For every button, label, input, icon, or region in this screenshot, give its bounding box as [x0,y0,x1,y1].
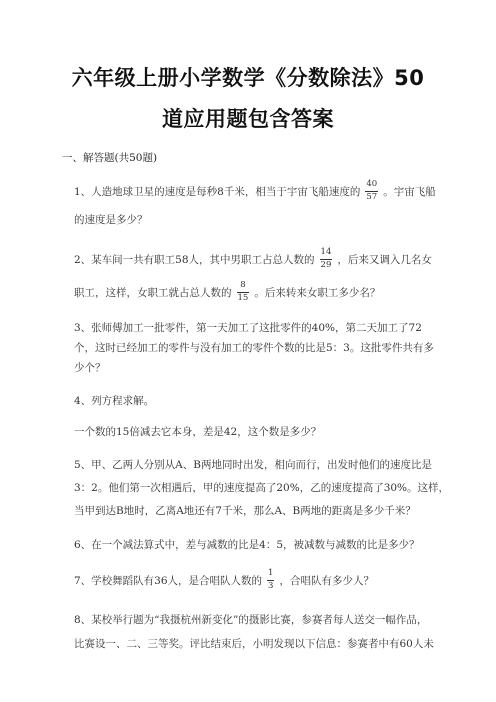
fraction-numerator: 40 [366,179,378,189]
document-title-line-2: 道应用题包含答案 [162,107,334,131]
question-2-line-2-text: 职工，这样，女职工就占总人数的 [74,286,232,299]
question-4-line-1: 4、列方程求解。 [74,395,155,407]
question-2-fraction-1 [320,248,333,270]
question-4-line-2: 一个数的15倍减去它本身，差是42，这个数是多少？ [74,426,322,438]
question-1-text: 1、人造地球卫星的速度是每秒8千米，相当于宇宙飞船速度的 [74,185,361,198]
question-6-line-1: 6、在一个减法算式中，差与减数的比是4：5，被减数与减数的比是多少？ [74,539,420,551]
question-7-text: 7、学校舞蹈队有36人，是合唱队人数的 [74,574,263,587]
fraction-numerator: 14 [320,247,332,257]
question-3-line-1: 3、张师傅加工一批零件，第一天加工了这批零件的40%，第二天加工了72 [74,322,422,334]
fraction-denominator: 29 [320,260,332,271]
question-3-line-2: 个，这时已经加工的零件与没有加工的零件个数的比是5：3。这批零件共有多 [74,342,434,354]
fraction-denominator: 15 [237,293,249,304]
question-7-fraction [267,569,274,591]
question-8-line-2: 比赛设一、二、三等奖。评比结束后，小明发现以下信息：参赛者中有60人未 [74,638,434,650]
fraction-denominator: 57 [366,192,378,203]
question-2-line-1 [74,249,432,271]
question-1-line-2: 的速度是多少？ [74,214,148,226]
fraction-numerator: 8 [240,280,246,290]
question-2-text: 2、某车间一共有职工58人，其中男职工占总人数的 [74,253,315,266]
question-1-fraction [365,180,378,202]
section-heading: 一、解答题(共50题) [62,152,158,164]
question-1-text-after: 。宇宙飞船 [383,185,436,198]
question-7-text-after: ，合唱队有多少人？ [279,574,374,587]
question-2-line-2 [74,282,380,304]
question-3-line-3: 少个？ [74,362,106,374]
question-1-line-1 [74,181,436,203]
question-2-line-2-after: 。后来转来女职工多少名？ [254,286,381,299]
question-8-line-1: 8、某校举行题为“我摄杭州新变化”的摄影比赛，参赛者每人送交一幅作品， [74,614,428,626]
question-5-line-3: 当甲到达B地时，乙离A地还有7千米，那么A、B两地的距离是多少千米？ [74,505,416,517]
fraction-numerator: 1 [268,568,274,578]
question-7-line-1 [74,570,374,592]
question-2-text-after: ，后来又调入几名女 [337,253,432,266]
question-5-line-1: 5、甲、乙两人分别从A、B两地同时出发，相向而行，出发时他们的速度比是 [74,459,432,471]
document-title-line-1: 六年级上册小学数学《分数除法》50 [71,66,425,90]
question-2-fraction-2 [237,281,250,303]
fraction-denominator: 3 [268,581,274,592]
question-5-line-2: 3：2。他们第一次相遇后，甲的速度提高了20%，乙的速度提高了30%。这样， [74,482,450,494]
